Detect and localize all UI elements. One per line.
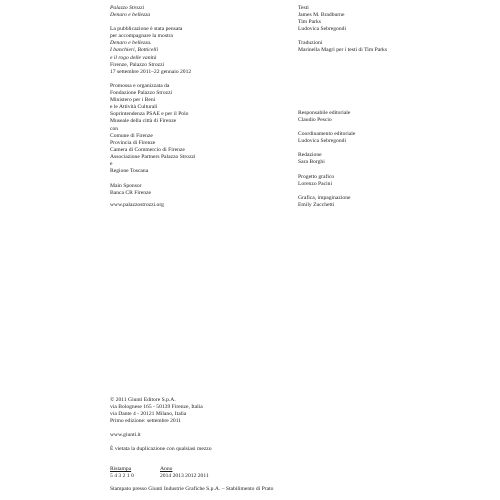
text-line: per accompagnare la mostra — [110, 33, 173, 40]
organizer-line: e — [110, 161, 113, 168]
text-line: I banchieri, Botticelli — [110, 47, 159, 54]
credits-editorial — [298, 110, 355, 209]
credit-line: Ludovica Sebregondi — [298, 138, 347, 145]
organizer-line: Ministero per i Beni — [110, 97, 156, 104]
spacer — [298, 124, 355, 131]
colophon-line: via Bolognese 165 - 50139 Firenze, Italia — [110, 404, 203, 411]
main-sponsor — [110, 183, 151, 197]
spacer — [110, 19, 191, 26]
credit-line: Ludovica Sebregondi — [298, 26, 347, 33]
credit-line: Sara Borghi — [298, 159, 325, 166]
colophon-line: via Dante 4 - 20121 Milano, Italia — [110, 411, 187, 418]
organizer-line: Provincia di Firenze — [110, 139, 156, 146]
colophon-line: © 2011 Giunti Editore S.p.A. — [110, 397, 176, 403]
text-line: 17 settembre 2011–22 gennaio 2012 — [110, 68, 192, 75]
organizer-line: Regione Toscana — [110, 168, 149, 175]
organizer-line: Fondazione Palazzo Strozzi — [110, 90, 173, 97]
spacer — [298, 188, 355, 195]
credit-line: Claudio Pescio — [298, 117, 332, 124]
organizers — [110, 83, 196, 175]
spacer — [110, 425, 212, 432]
spacer — [298, 145, 355, 152]
credits-texts — [298, 5, 387, 55]
reprint-label: Ristampa — [110, 466, 132, 472]
credit-line: James M. Bradburne — [298, 12, 345, 19]
spacer — [298, 33, 387, 40]
colophon-line: È vietata la duplicazione con qualsiasi mezzo — [110, 446, 212, 453]
colophon-line: Primo edizione: settembre 2011 — [110, 418, 182, 425]
credit-line: Lorenzo Pacini — [298, 180, 333, 187]
organizer-line: Museale della città di Firenze — [110, 118, 177, 125]
organizer-line: Soprintendenza PSAE e per il Polo — [110, 111, 189, 118]
credit-line: Responsabile editoriale — [298, 110, 351, 116]
credit-line: Redazione — [298, 152, 322, 159]
spacer — [298, 167, 355, 174]
year-label: Anno — [160, 466, 173, 472]
credit-line: Tim Parks — [298, 19, 321, 26]
credit-line: Grafica, impaginazione — [298, 194, 351, 201]
text-line: Palazzo Strozzi — [110, 5, 145, 11]
printer-text: Stampato presso Giunti Industrie Grafiche S.p.A. – Stabilimento di Prato — [110, 486, 274, 492]
credit-line: Marinella Magrì per i testi di Tim Parks — [298, 47, 388, 54]
reprint-values: 5 4 3 2 1 0 — [110, 473, 134, 480]
website-text[interactable]: www.palazzostrozzi.org — [110, 202, 164, 208]
colophon — [110, 397, 212, 454]
organizer-line: Promossa e organizzata da — [110, 83, 170, 89]
organizer-line: Camera di Commercio di Firenze — [110, 146, 185, 153]
exhibition-info — [110, 5, 191, 76]
printer-line — [110, 486, 273, 493]
sponsor-line: Main Sponsor — [110, 183, 142, 189]
year-values: 2014 2013 2012 2011 — [160, 473, 209, 480]
text-line: La pubblicazione è stata pensata — [110, 26, 183, 33]
credit-line: Progetto grafico — [298, 173, 335, 180]
organizer-line: Associazione Partners Palazzo Strozzi — [110, 153, 196, 160]
reprint-table — [110, 466, 209, 480]
text-line: e il rogo delle vanità — [110, 54, 157, 61]
credit-line: Testi — [298, 5, 309, 11]
sponsor-line: Banca CR Firenze — [110, 190, 152, 197]
organizer-line: e le Attività Culturali — [110, 104, 158, 111]
website-link[interactable] — [110, 202, 164, 209]
credit-line: Coordinamento editoriale — [298, 131, 356, 138]
text-line: Denaro e bellezza. — [110, 40, 152, 47]
organizer-line: Comune di Firenze — [110, 132, 153, 139]
credit-line: Traduzioni — [298, 40, 323, 47]
text-line: Firenze, Palazzo Strozzi — [110, 61, 165, 68]
colophon-line: www.giunti.it — [110, 432, 141, 439]
organizer-line: con — [110, 125, 119, 132]
text-line: Denaro e bellezza — [110, 12, 151, 19]
credit-line: Emily Zucchetti — [298, 201, 335, 208]
